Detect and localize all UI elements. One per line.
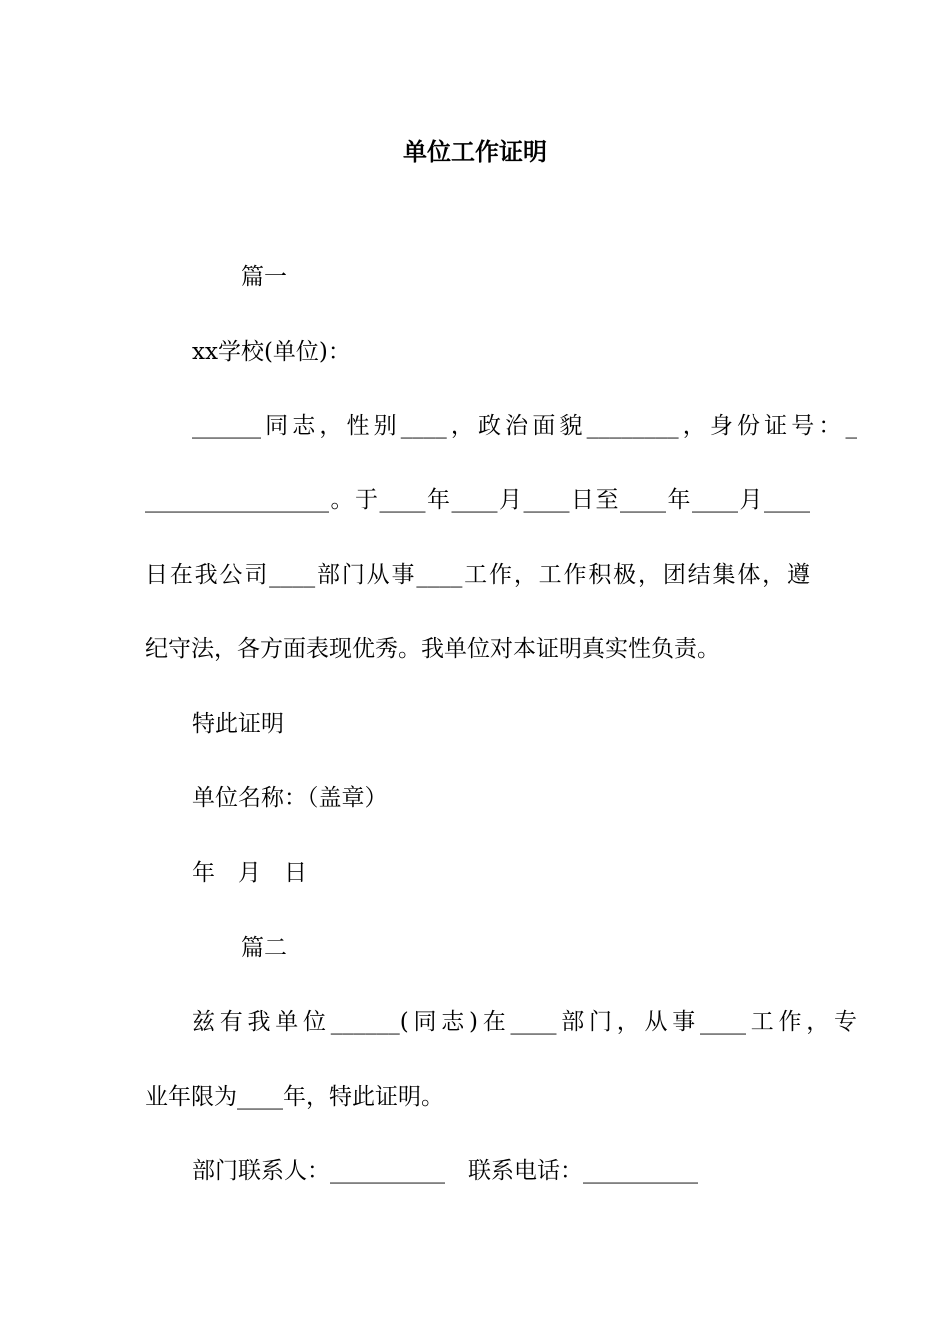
body-line: ______同志，性别____，政治面貌________，身份证号：_ xyxy=(192,413,857,439)
section-heading-1: 篇一 xyxy=(241,264,287,290)
unit-name-line: 单位名称：（盖章） xyxy=(192,785,388,811)
body-line: 日在我公司____部门从事____工作，工作积极，团结集体，遵 xyxy=(145,562,810,588)
date-line: 年 月 日 xyxy=(192,860,307,886)
addressee-line: xx学校(单位)： xyxy=(192,339,351,365)
body-line: 纪守法，各方面表现优秀。我单位对本证明真实性负责。 xyxy=(145,636,720,662)
section-heading-2: 篇二 xyxy=(241,935,287,961)
closing-line: 特此证明 xyxy=(192,711,284,737)
contact-line: 部门联系人：__________ 联系电话：__________ xyxy=(192,1158,698,1184)
body-line: ________________。于____年____月____日至____年____月____ xyxy=(145,487,810,513)
body-line: 兹有我单位______(同志)在____部门，从事____工作，专 xyxy=(192,1009,857,1035)
body-line: 业年限为____年，特此证明。 xyxy=(145,1084,444,1110)
document-title: 单位工作证明 xyxy=(403,137,547,166)
